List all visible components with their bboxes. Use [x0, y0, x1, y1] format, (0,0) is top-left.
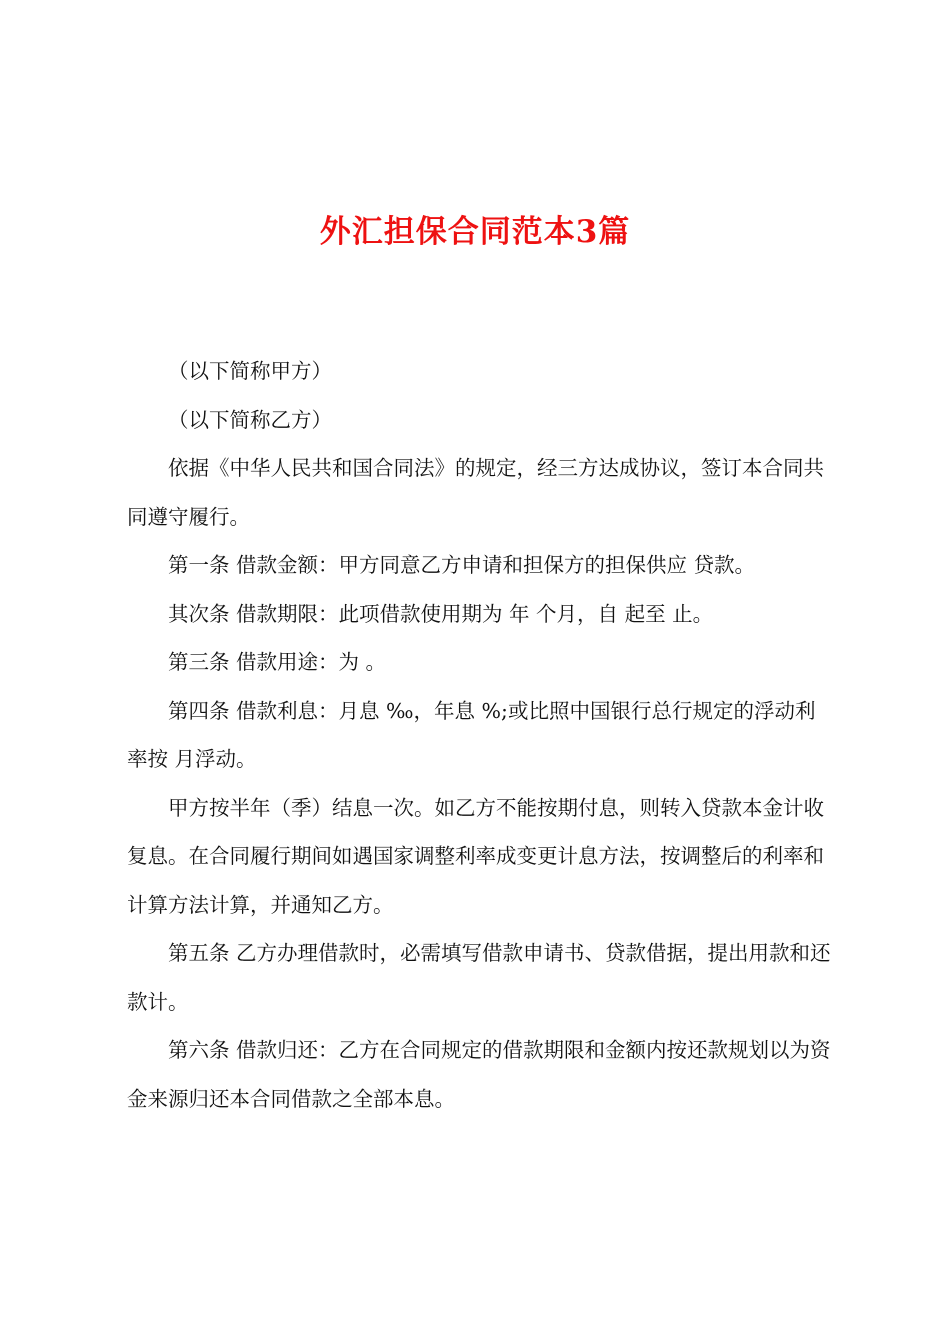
paragraph-preamble: 依据《中华人民共和国合同法》的规定，经三方达成协议，签订本合同共同遵守履行。 [127, 456, 824, 529]
paragraph-party-a: （以下简称甲方） [168, 359, 332, 383]
paragraph-article-5: 第五条 乙方办理借款时，必需填写借款申请书、贷款借据，提出用款和还款计。 [127, 941, 831, 1014]
paragraph-interest-settlement: 甲方按半年（季）结息一次。如乙方不能按期付息，则转入贷款本金计收复息。在合同履行期间如遇国家调整利率成变更计息方法，按调整后的利率和计算方法计算，并通知乙方。 [127, 795, 824, 917]
paragraph-article-4: 第四条 借款利息：月息 ‰，年息 %;或比照中国银行总行规定的浮动利率按 月浮动。 [127, 698, 816, 771]
paragraph-article-6: 第六条 借款归还：乙方在合同规定的借款期限和金额内按还款规划以为资金来源归还本合同借款之全部本息。 [127, 1038, 831, 1111]
paragraph-party-b: （以下简称乙方） [168, 407, 332, 432]
paragraph-article-2: 其次条 借款期限：此项借款使用期为 年 个月，自 起至 止。 [168, 601, 714, 626]
paragraph-article-1: 第一条 借款金额：甲方同意乙方申请和担保方的担保供应 贷款。 [168, 553, 756, 577]
paragraph-article-3: 第三条 借款用途：为 。 [168, 650, 387, 674]
document-body [127, 347, 832, 1123]
document-title: 外汇担保合同范本3篇 [319, 214, 631, 250]
